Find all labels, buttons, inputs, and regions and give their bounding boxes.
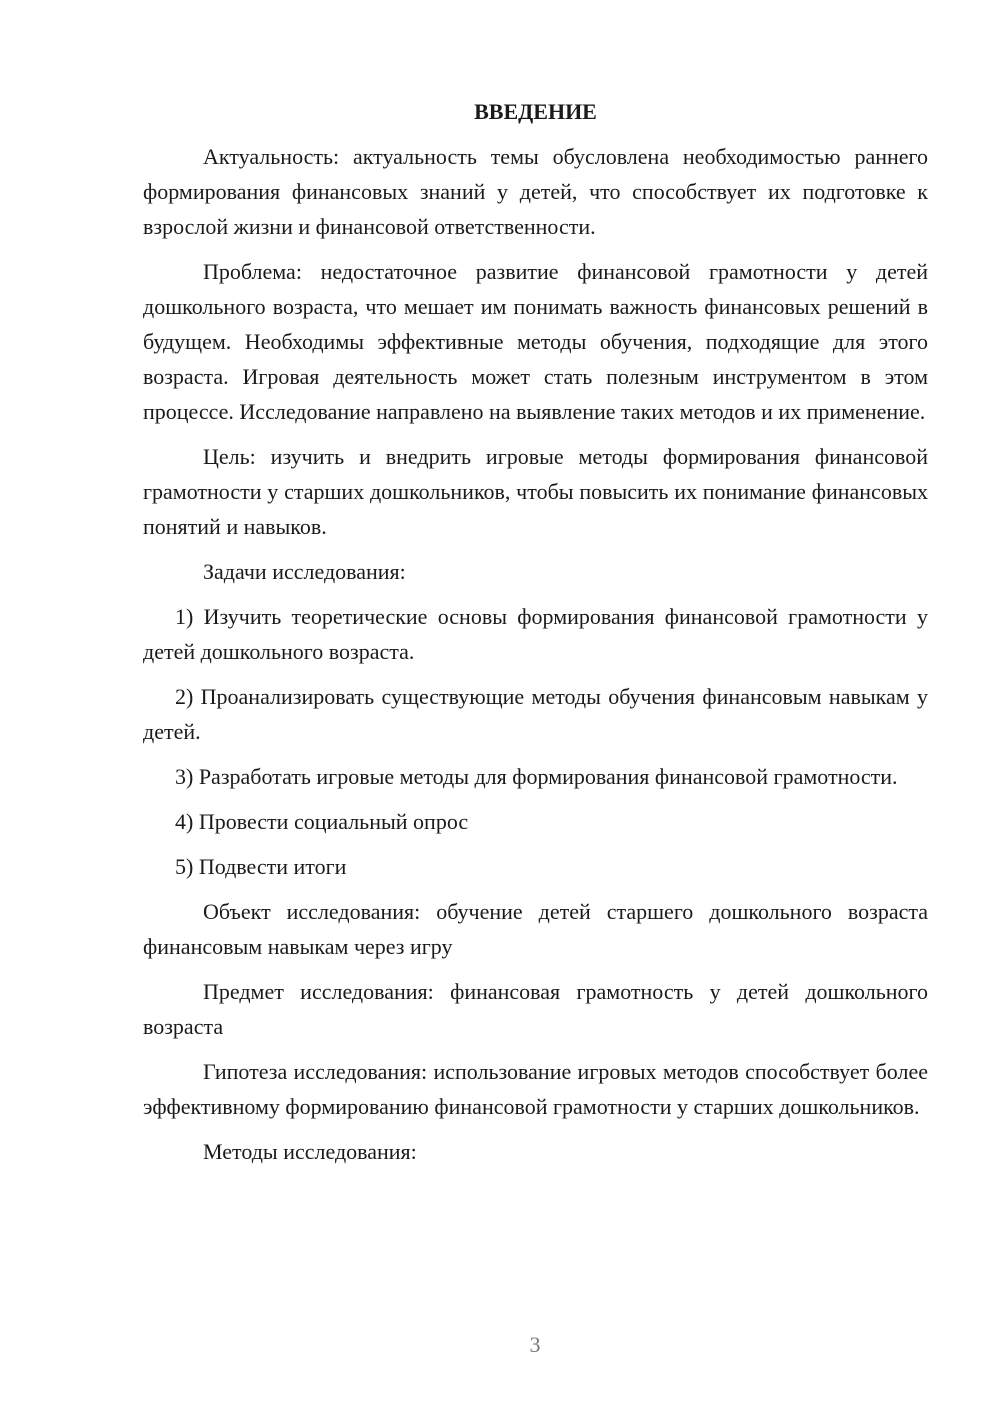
task-item-3: 3) Разработать игровые методы для формирования финансовой грамотности. [175,764,898,789]
problem-paragraph: Проблема: недостаточное развитие финансовой грамотности у детей дошкольного возраста, что мешает им понимать важность финансовых решений в будущем. Необходимы эффективные методы обучения, подходящие для этого возраста. Игровая деятельность может стать полезным инструментом в этом процессе. Исследование направлено на выявление таких методов и их применение. [143,259,928,424]
tasks-heading: Задачи исследования: [203,559,406,584]
section-title: ВВЕДЕНИЕ [474,99,597,124]
page-content [143,94,928,1179]
methods-heading: Методы исследования: [203,1139,417,1164]
task-item-4: 4) Провести социальный опрос [175,809,469,834]
goal-paragraph: Цель: изучить и внедрить игровые методы формирования финансовой грамотности у старших дошкольников, чтобы повысить их понимание финансовых понятий и навыков. [143,444,928,539]
object-paragraph: Объект исследования: обучение детей старшего дошкольного возраста финансовым навыкам через игру [143,899,928,959]
hypothesis-paragraph: Гипотеза исследования: использование игровых методов способствует более эффективному формированию финансовой грамотности у старших дошкольников. [143,1059,928,1119]
task-item-1: 1) Изучить теоретические основы формирования финансовой грамотности у детей дошкольного возраста. [143,604,928,664]
task-item-5: 5) Подвести итоги [175,854,347,879]
page-number: 3 [529,1332,541,1357]
subject-paragraph: Предмет исследования: финансовая грамотность у детей дошкольного возраста [143,979,928,1039]
task-item-2: 2) Проанализировать существующие методы обучения финансовым навыкам у детей. [143,684,928,744]
relevance-paragraph: Актуальность: актуальность темы обусловлена необходимостью раннего формирования финансовых знаний у детей, что способствует их подготовке к взрослой жизни и финансовой ответственности. [143,144,928,239]
